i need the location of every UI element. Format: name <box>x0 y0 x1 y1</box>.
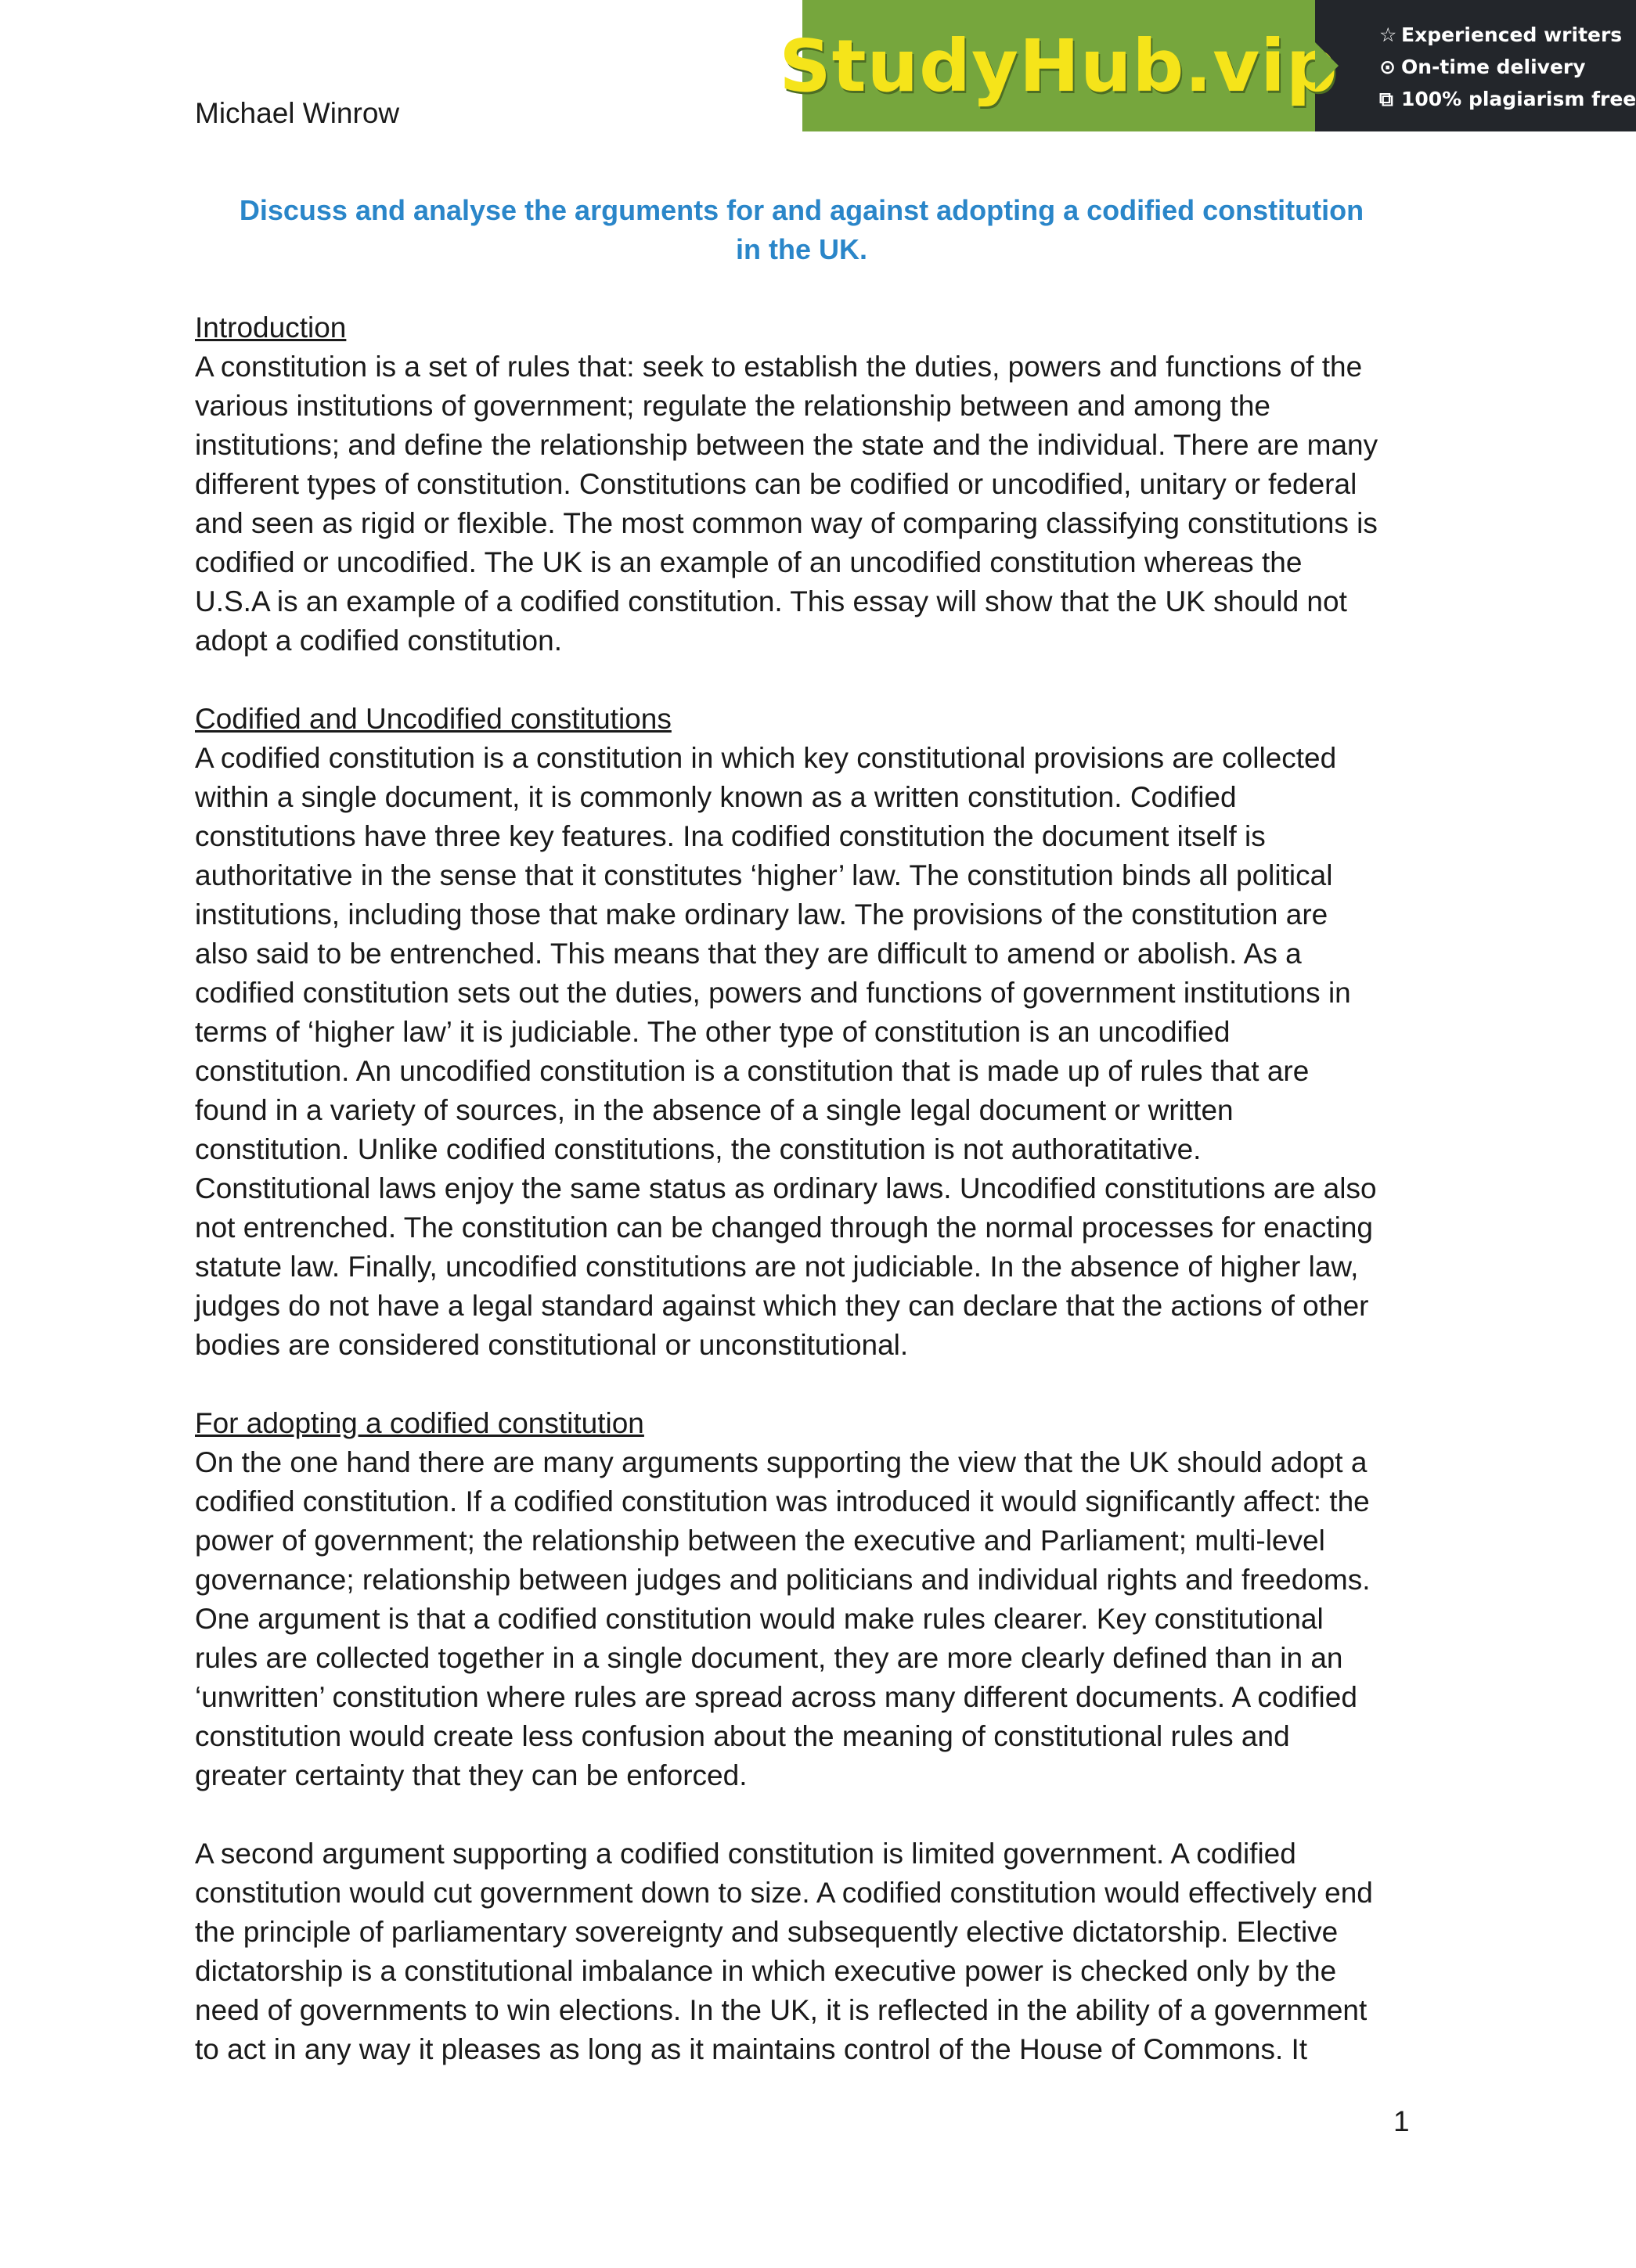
paragraph-gap <box>195 1365 1432 1404</box>
title-line: Discuss and analyse the arguments for and against adopting a codified constitution <box>239 194 1364 226</box>
paragraph-line: codified constitution. If a codified constitution was introduced it would significantly affect: the <box>195 1485 1370 1517</box>
paragraph-line: within a single document, it is commonly known as a written constitution. Codified <box>195 781 1237 813</box>
paragraph-gap <box>195 1795 1432 1834</box>
section-heading: For adopting a codified constitution <box>195 1407 644 1439</box>
paragraph-line: Constitutional laws enjoy the same status as ordinary laws. Uncodified constitutions are also <box>195 1172 1377 1204</box>
section <box>195 1834 1432 2069</box>
arrow-icon <box>1315 42 1339 89</box>
star-icon: ☆ <box>1379 23 1397 46</box>
section-heading: Introduction <box>195 311 347 344</box>
paragraph-line: A constitution is a set of rules that: seek to establish the duties, powers and functions of the <box>195 351 1363 383</box>
paragraph-line: and seen as rigid or flexible. The most common way of comparing classifying constitutions is <box>195 507 1378 539</box>
paragraph-line: adopt a codified constitution. <box>195 625 562 657</box>
paragraph-line: constitutions have three key features. Ina codified constitution the document itself is <box>195 820 1266 852</box>
paragraph-line: various institutions of government; regulate the relationship between and among the <box>195 390 1270 422</box>
author-name: Michael Winrow <box>195 97 400 129</box>
paragraph-line: institutions; and define the relationship between the state and the individual. There are many <box>195 429 1378 461</box>
page-number: 1 <box>1393 2105 1410 2137</box>
paragraph-line: On the one hand there are many arguments supporting the view that the UK should adopt a <box>195 1446 1368 1478</box>
section-heading: Codified and Uncodified constitutions <box>195 703 672 735</box>
document-body <box>195 308 1432 2069</box>
feature-plagiarism-free: ⧉ 100% plagiarism free <box>1379 83 1636 115</box>
paragraph-line: not entrenched. The constitution can be changed through the normal processes for enacting <box>195 1211 1373 1244</box>
feature-experienced-writers: ☆ Experienced writers <box>1379 19 1636 51</box>
brand-logo[interactable] <box>779 0 1339 131</box>
paragraph-line: governance; relationship between judges and politicians and individual rights and freedoms. <box>195 1564 1371 1596</box>
paragraph-line: to act in any way it pleases as long as it maintains control of the House of Commons. It <box>195 2033 1308 2065</box>
studyhub-banner[interactable] <box>779 0 1636 131</box>
paragraph-line: rules are collected together in a single document, they are more clearly defined than in an <box>195 1642 1343 1674</box>
section <box>195 308 1432 661</box>
banner-features <box>1315 0 1636 131</box>
feature-on-time-delivery: ⊙ On-time delivery <box>1379 51 1636 83</box>
section <box>195 1404 1432 1795</box>
paragraph-gap <box>195 661 1432 700</box>
document-title <box>195 191 1408 269</box>
paragraph-line: need of governments to win elections. In the UK, it is reflected in the ability of a government <box>195 1994 1368 2026</box>
paragraph-line: greater certainty that they can be enforced. <box>195 1759 748 1791</box>
brand-logo-text: StudyHub.vip <box>779 23 1339 108</box>
paragraph-line: ‘unwritten’ constitution where rules are spread across many different documents. A codified <box>195 1681 1357 1713</box>
title-line: in the UK. <box>736 233 867 265</box>
paragraph-line: bodies are considered constitutional or unconstitutional. <box>195 1329 909 1361</box>
paragraph-line: also said to be entrenched. This means that they are difficult to amend or abolish. As a <box>195 938 1302 970</box>
copy-icon: ⧉ <box>1379 88 1393 110</box>
paragraph-line: found in a variety of sources, in the absence of a single legal document or written <box>195 1094 1234 1126</box>
paragraph-line: constitution would cut government down to size. A codified constitution would effectively end <box>195 1877 1373 1909</box>
paragraph-line: authoritative in the sense that it constitutes ‘higher’ law. The constitution binds all political <box>195 859 1333 891</box>
paragraph-line: different types of constitution. Constitutions can be codified or uncodified, unitary or federal <box>195 468 1357 500</box>
paragraph-line: constitution. An uncodified constitution is a constitution that is made up of rules that are <box>195 1055 1310 1087</box>
paragraph-line: U.S.A is an example of a codified constitution. This essay will show that the UK should not <box>195 585 1347 617</box>
paragraph-line: power of government; the relationship between the executive and Parliament; multi-level <box>195 1525 1325 1557</box>
clock-icon: ⊙ <box>1379 56 1396 78</box>
paragraph-line: codified constitution sets out the duties, powers and functions of government institutions in <box>195 977 1351 1009</box>
paragraph-line: A codified constitution is a constitution in which key constitutional provisions are collected <box>195 742 1337 774</box>
paragraph-line: One argument is that a codified constitution would make rules clearer. Key constitutional <box>195 1603 1324 1635</box>
paragraph-line: judges do not have a legal standard against which they can declare that the actions of other <box>195 1290 1369 1322</box>
section <box>195 700 1432 1365</box>
paragraph-line: statute law. Finally, uncodified constitutions are not judiciable. In the absence of higher law, <box>195 1251 1359 1283</box>
paragraph-line: constitution. Unlike codified constitutions, the constitution is not authoratitative. <box>195 1133 1202 1165</box>
paragraph-line: constitution would create less confusion about the meaning of constitutional rules and <box>195 1720 1290 1752</box>
paragraph-line: codified or uncodified. The UK is an example of an uncodified constitution whereas the <box>195 546 1303 578</box>
paragraph-line: terms of ‘higher law’ it is judiciable. The other type of constitution is an uncodified <box>195 1016 1231 1048</box>
paragraph-line: institutions, including those that make ordinary law. The provisions of the constitution are <box>195 898 1328 931</box>
paragraph-line: the principle of parliamentary sovereignty and subsequently elective dictatorship. Elective <box>195 1916 1339 1948</box>
paragraph-line: A second argument supporting a codified constitution is limited government. A codified <box>195 1838 1296 1870</box>
paragraph-line: dictatorship is a constitutional imbalance in which executive power is checked only by the <box>195 1955 1337 1987</box>
